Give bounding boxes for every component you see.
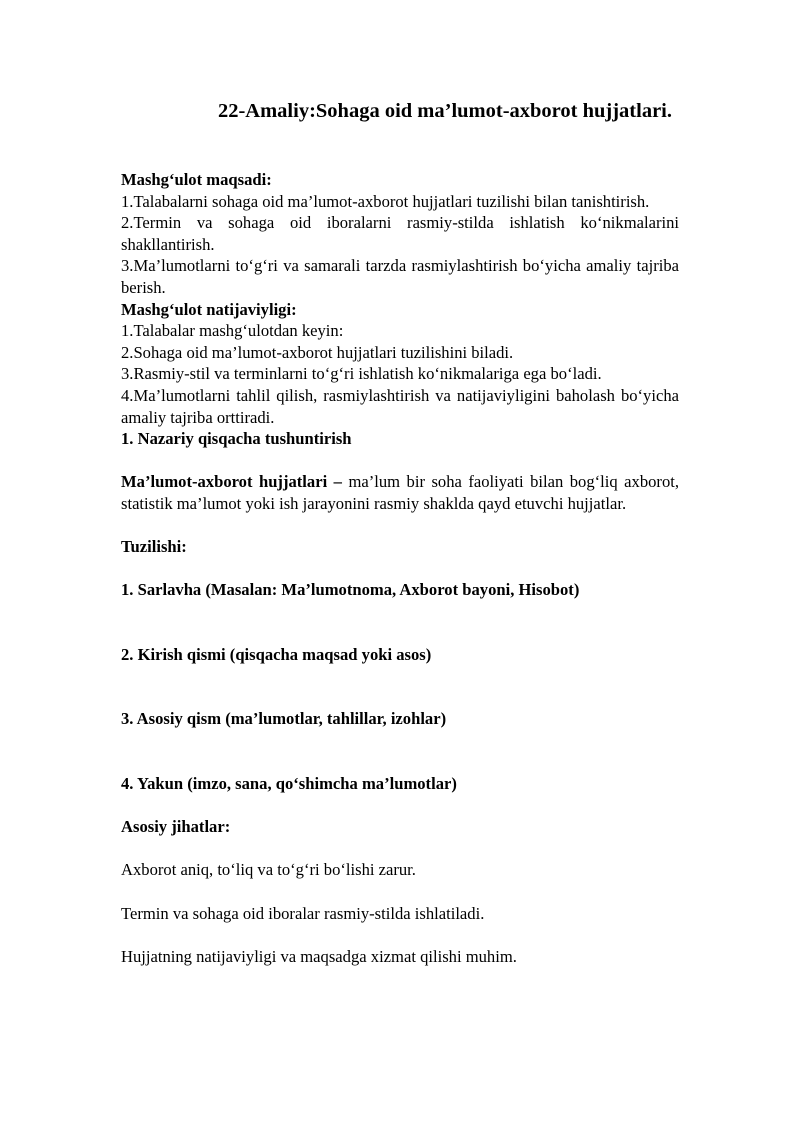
spacer (121, 558, 679, 580)
goal-item: 3.Ma’lumotlarni to‘g‘ri va samarali tarzda rasmiylashtirish bo‘yicha amaliy tajriba berish. (121, 256, 679, 297)
aspect-item: Hujjatning natijaviyligi va maqsadga xizmat qilishi muhim. (121, 946, 517, 966)
result-item: 1.Talabalar mashg‘ulotdan keyin: (121, 321, 344, 341)
spacer (121, 450, 679, 472)
spacer (121, 730, 679, 773)
spacer (121, 515, 679, 537)
result-item: 2.Sohaga oid ma’lumot-axborot hujjatlari tuzilishini biladi. (121, 342, 514, 362)
result-heading: Mashg‘ulot natijaviyligi: (121, 299, 297, 319)
spacer (121, 665, 679, 708)
goal-item: 1.Talabalarni sohaga oid ma’lumot-axborot hujjatlari tuzilishi bilan tanishtirish. (121, 191, 650, 211)
spacer (121, 795, 679, 817)
document-body (121, 169, 679, 967)
theory-definition (121, 471, 679, 514)
document-title: 22-Amaliy:Sohaga oid ma’lumot-axborot hujjatlari. (217, 100, 673, 122)
theory-term: Ma’lumot-axborot hujjatlari – (121, 472, 342, 492)
theory-heading: 1. Nazariy qisqacha tushuntirish (121, 429, 352, 449)
structure-item: 4. Yakun (imzo, sana, qo‘shimcha ma’lumotlar) (121, 774, 457, 794)
structure-heading: Tuzilishi: (121, 537, 187, 557)
spacer (121, 601, 679, 644)
aspects-heading: Asosiy jihatlar: (121, 817, 231, 837)
spacer (121, 838, 679, 860)
goal-heading: Mashg‘ulot maqsadi: (121, 170, 272, 189)
structure-item: 1. Sarlavha (Masalan: Ma’lumotnoma, Axborot bayoni, Hisobot) (121, 580, 580, 600)
result-item: 4.Ma’lumotlarni tahlil qilish, rasmiylashtirish va natijaviyligini baholash bo‘yicha amaliy tajriba orttiradi. (121, 385, 679, 427)
result-item: 3.Rasmiy-stil va terminlarni to‘g‘ri ishlatish ko‘nikmalariga ega bo‘ladi. (121, 364, 602, 384)
structure-item: 2. Kirish qismi (qisqacha maqsad yoki asos) (121, 644, 432, 664)
aspect-item: Termin va sohaga oid iboralar rasmiy-stilda ishlatiladi. (121, 903, 485, 923)
spacer (121, 924, 679, 946)
theory-definition-text: ma’lum bir soha faoliyati bilan bog‘liq axborot, statistik ma’lumot yoki ish jarayonini rasmiy shaklda qayd etuvchi hujjatlar. (121, 472, 679, 513)
goal-item: 2.Termin va sohaga oid iboralarni rasmiy-stilda ishlatish ko‘nikmalarini shakllantirish. (121, 213, 679, 254)
spacer (121, 881, 679, 903)
structure-item: 3. Asosiy qism (ma’lumotlar, tahlillar, izohlar) (121, 709, 447, 729)
aspect-item: Axborot aniq, to‘liq va to‘g‘ri bo‘lishi zarur. (121, 860, 416, 880)
